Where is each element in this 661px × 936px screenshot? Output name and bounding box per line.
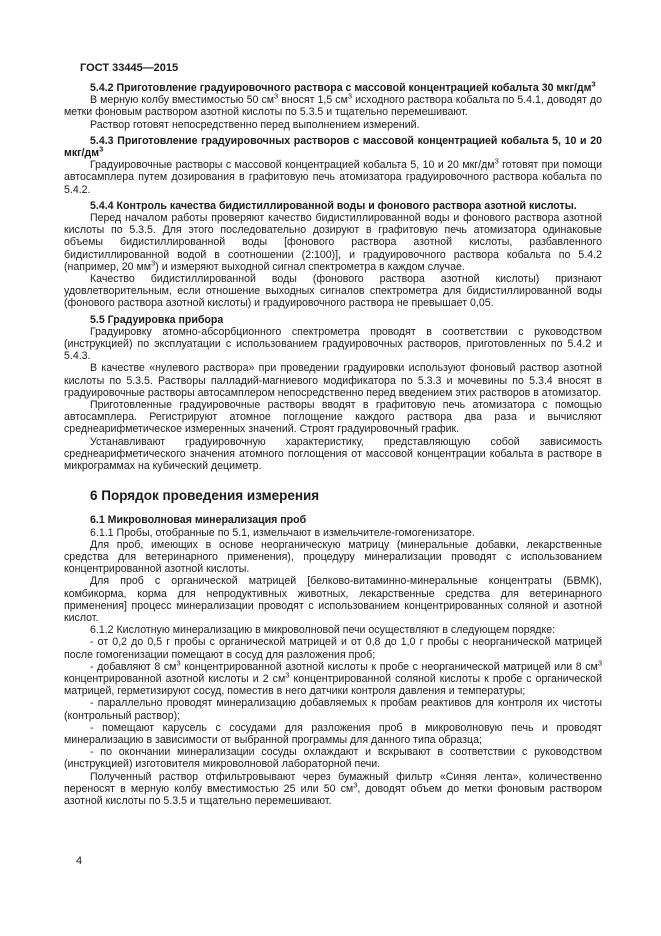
text-run: Градуировку атомно-абсорбционного спектрометра проводят в соответствии с руководством (инструкцией) по эксплуатации с использованием градуировочных растворов, приготовленных по 5.4.2 и 5.4.3.	[64, 325, 602, 363]
text-run: Для проб, имеющих в основе неорганическую матрицу (минеральные добавки, лекарственные средства для ветеринарного применения), процедуру минерализации проводят с использованием концентрированной азотной кислоты.	[64, 538, 602, 576]
text-run: В мерную колбу вместимостью 50 см	[90, 94, 275, 107]
superscript: 3	[274, 91, 279, 101]
text-run: Полученный раствор отфильтровывают через бумажный фильтр «Синяя лента», количественно переносят в мерную колбу вместимостью 25 или 50 см	[64, 770, 602, 795]
text-run: 6.1.2 Кислотную минерализацию в микроволновой печи осуществляют в следующем порядке:	[90, 624, 556, 637]
text-run: - добавляют 8 см	[90, 660, 177, 673]
text-run: концентрированной азотной кислоты и 2 см	[64, 672, 286, 685]
superscript: 3	[151, 258, 156, 268]
text-run: вносят 1,5 см	[278, 94, 348, 107]
list-item	[64, 697, 602, 721]
paragraph	[64, 156, 602, 196]
text-run: Качество бидистиллированной воды (фонового раствора азотной кислоты) признают удовлетворительным, если отношение выходных сигналов спектрометра для бидистиллированной воды (фонового раствора азотной кислоты) и градуировочного раствора не превышает 0,05.	[64, 273, 602, 310]
paragraph	[64, 362, 602, 399]
superscript: 3	[99, 144, 104, 154]
superscript: 3	[591, 79, 596, 89]
text-run: 6.1 Микроволновая минерализация проб	[90, 514, 307, 527]
text-run: , доводят объем до метки фоновым раствором азотной кислоты по 5.3.5 и тщательно перемешивают.	[64, 782, 602, 807]
superscript: 3	[494, 156, 499, 166]
text-run: 6 Порядок проведения измерения	[90, 488, 320, 504]
list-item	[64, 722, 602, 746]
paragraph	[64, 91, 602, 119]
text-run: готовят при помощи автосамплера путем дозирования в графитовую печь атомизатора градуировочного раствора кобальта по 5.4.2.	[64, 159, 602, 196]
paragraph	[64, 527, 602, 539]
text-run: В качестве «нулевого раствора» при проведении градуировки используют фоновый раствор азотной кислоты по 5.3.5. Растворы палладий-магниевого модификатора по 5.3.3 и мочевины по 5.3.4 вносят в градуировочные растворы автосамплером непосредственно перед введением этих растворов в атомизатор.	[64, 362, 602, 399]
paragraph	[64, 436, 602, 473]
paragraph	[64, 119, 602, 131]
heading-5-4-2	[64, 79, 602, 94]
text-run: 5.4.3 Приготовление градуировочных растворов с массовой концентрацией кобальта 5, 10 и 20 мкг/дм	[64, 134, 602, 160]
text-run: Для проб с органической матрицей [белково-витаминно-минеральные концентраты (БВМК), комбикорма, корма для непродуктивных животных, лекарственные средства для ветеринарного применения] процесс минерализации проводят с использованием концентрированных соляной и азотной кислот.	[64, 575, 602, 624]
text-run: - параллельно проводят минерализацию добавляемых к пробам реактивов для контроля их чистоты (контрольный раствор);	[64, 697, 602, 722]
text-run: исходного раствора кобальта по 5.4.1, доводят до метки фоновым раствором азотной кислоты по 5.3.5 и тщательно перемешивают.	[64, 94, 602, 119]
paragraph	[64, 326, 602, 363]
text-run: - по окончании минерализации сосуды охлаждают и вскрывают в соответствии с руководством (инструкцией) изготовителя микроволновой лабораторной печи.	[64, 746, 602, 771]
paragraph	[64, 539, 602, 576]
text-run: Перед началом работы проверяют качество бидистиллированной воды и фонового раствора азотной кислоты по 5.3.5. Для этого последовательно дозируют в графитовую печь атомизатора одинаковые объемы бидистиллированной воды [фонового раствора азотной кислоты, разбавленного бидистиллированной водой в соотношении (2:100)], и градуировочного раствора кобальта по 5.4.2 (например, 20 мм	[64, 212, 602, 273]
document-header-gost-number: ГОСТ 33445—2015	[80, 62, 179, 74]
heading-5-5	[64, 314, 602, 326]
superscript: 3	[176, 658, 181, 668]
text-run: Градуировочные растворы с массовой концентрацией кобальта 5, 10 и 20 мкг/дм	[90, 159, 495, 172]
superscript: 3	[353, 780, 358, 790]
paragraph	[64, 771, 602, 808]
text-run: - от 0,2 до 0,5 г пробы с органической матрицей и от 0,8 до 1,0 г пробы с неорганической матрицей после гомогенизации помещают в сосуд для разложения проб;	[64, 636, 602, 661]
document-page	[64, 62, 602, 807]
paragraph	[64, 212, 602, 273]
text-run: 5.4.2 Приготовление градуировочного раствора с массовой концентрацией кобальта 30 мкг/дм	[90, 82, 592, 94]
text-run: Раствор готовят непосредственно перед выполнением измерений.	[90, 118, 420, 131]
document-body	[64, 79, 602, 807]
text-run: концентрированной азотной кислоты к пробе с неорганической матрицей или 8 см	[180, 660, 598, 673]
superscript: 3	[597, 658, 602, 668]
text-run: Приготовленные градуировочные растворы вводят в графитовую печь атомизатора с помощью автосамплера. Регистрируют атомное поглощение каждого раствора два раза и вычисляют среднеарифметическое измеренных значений. Строят градуировочный график.	[64, 399, 602, 436]
paragraph	[64, 273, 602, 310]
heading-6	[64, 488, 602, 504]
text-run: 6.1.1 Пробы, отобранные по 5.1, измельчают в измельчителе-гомогенизаторе.	[90, 526, 475, 539]
paragraph	[64, 399, 602, 436]
heading-5-4-4	[64, 200, 602, 212]
heading-6-1	[64, 514, 602, 526]
superscript: 3	[347, 91, 353, 101]
superscript: 3	[285, 670, 290, 680]
list-item	[64, 746, 602, 770]
text-run: - помещают карусель с сосудами для разложения проб в микроволновую печь и проводят минерализацию в зависимости от выбранной программы для данного типа образца;	[64, 721, 602, 746]
paragraph	[64, 575, 602, 624]
text-run: концентрированной соляной кислоты к пробе с органической матрицей, герметизируют сосуд, поместив в него датчики контроля давления и температуры;	[64, 672, 602, 698]
list-item	[64, 658, 602, 698]
text-run: Устанавливают градуировочную характеристику, представляющую собой зависимость среднеарифметического значения атомного поглощения от массовой концентрации кобальта в растворе в микрограммах на кубический дециметр.	[64, 435, 602, 473]
list-item	[64, 636, 602, 660]
text-run: 5.5 Градуировка прибора	[90, 313, 224, 326]
paragraph	[64, 624, 602, 636]
text-run: 5.4.4 Контроль качества бидистиллированной воды и фонового раствора азотной кислоты.	[90, 199, 577, 212]
heading-5-4-3	[64, 135, 602, 159]
page-number: 4	[76, 855, 83, 867]
text-run: ) и измеряют выходной сигнал спектрометра в каждом случае.	[155, 260, 465, 273]
